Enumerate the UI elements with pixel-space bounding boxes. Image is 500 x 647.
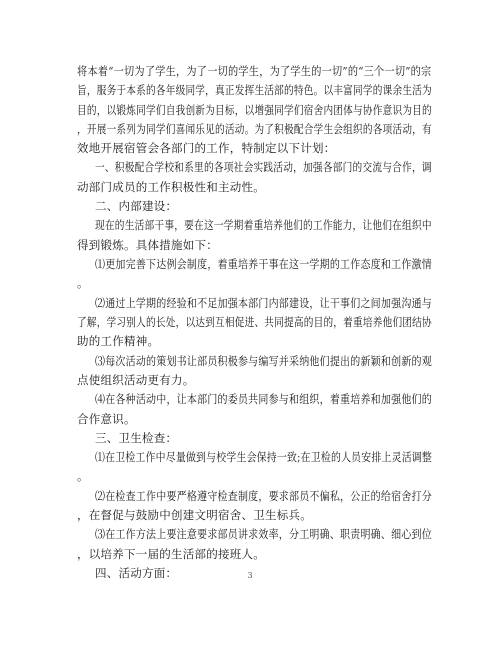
page-number: 3 xyxy=(247,571,253,580)
text-line: 。 xyxy=(77,276,89,290)
text-line: ⑵在检查工作中要严格遵守检查制度，要求部员不偏私，公正的给宿舍打分 xyxy=(95,489,432,503)
text-line: 效地开展宿管会各部门的工作，特制定以下计划： xyxy=(77,141,336,155)
section-heading: 四、活动方面： xyxy=(95,566,178,580)
text-line: ⑴在卫检工作中尽量做到与校学生会保持一致;在卫检的人员安排上灵活调整 xyxy=(95,450,433,464)
text-line: 。 xyxy=(77,469,89,483)
section-heading: 二、内部建设： xyxy=(95,199,178,213)
text-line: 得到锻炼。具体措施如下： xyxy=(77,238,218,252)
text-line: ，开展一系列为同学们喜闻乐见的活动。为了积极配合学生会组织的各项活动，有 xyxy=(77,122,432,136)
text-line: 一、积极配合学校和系里的各项社会实践活动，加强各部门的交流与合作，调 xyxy=(95,160,432,174)
text-line: 助的工作精神。 xyxy=(77,334,160,348)
text-line: 现在的生活部干事，要在这一学期着重培养他们的工作能力，让他们在组织中 xyxy=(95,218,432,232)
text-line: 合作意识。 xyxy=(77,412,136,426)
text-line: 将本着“一切为了学生，为了一切的学生，为了学生的一切”的“三个一切”的宗 xyxy=(77,64,432,78)
text-line: ⑶每次活动的策划书让部员积极参与编写并采纳他们提出的新颖和创新的观 xyxy=(95,354,432,368)
text-line: ，以培养下一届的生活部的接班人。 xyxy=(77,547,265,561)
text-line: 目的，以锻炼同学们自我创新为目标，以增强同学们宿舍内团体与协作意识为目的 xyxy=(77,103,432,117)
section-heading: 三、卫生检查： xyxy=(95,431,178,445)
text-line: 旨，服务于本系的各年级同学，真正发挥生活部的特色。以丰富同学的课余生活为 xyxy=(77,83,432,97)
text-line: 了解，学习别人的长处，以达到互相促进、共同提高的目的，着重培养他们团结协 xyxy=(77,315,432,329)
text-line: ⑵通过上学期的经验和不足加强本部门内部建设，让干事们之间加强沟通与 xyxy=(95,296,432,310)
text-line: 点使组织活动更有力。 xyxy=(77,373,195,387)
text-line: 动部门成员的工作积极性和主动性。 xyxy=(77,180,265,194)
text-line: ⑴更加完善下达例会制度，着重培养干事在这一学期的工作态度和工作激情 xyxy=(95,257,432,271)
text-line: ⑷在各种活动中，让本部门的委员共同参与和组织，着重培养和加强他们的 xyxy=(95,392,432,406)
text-line: ⑶在工作方法上要注意要求部员讲求效率，分工明确、职责明确、细心到位 xyxy=(95,527,432,541)
text-line: ，在督促与鼓励中创建文明宿舍、卫生标兵。 xyxy=(77,508,312,522)
